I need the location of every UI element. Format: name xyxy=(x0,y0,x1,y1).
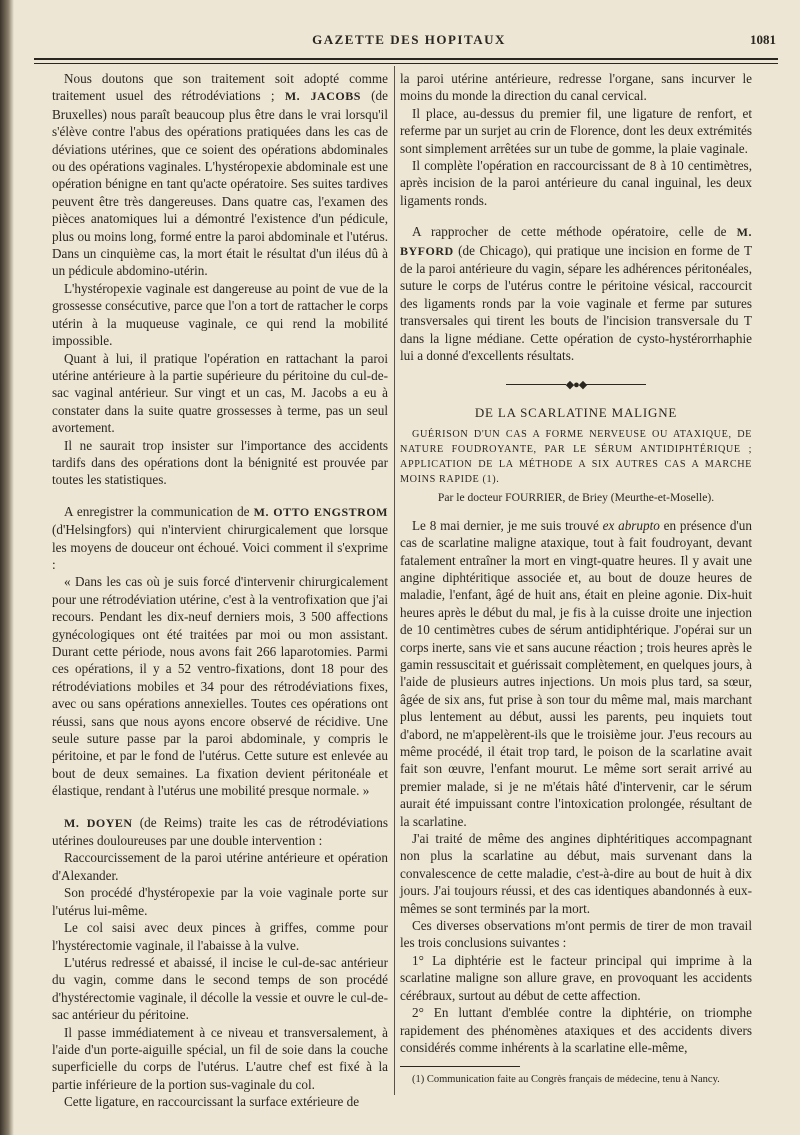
paragraph: L'utérus redressé et abaissé, il incise le cul-de-sac antérieur du vagin, comme dans le second temps de son procédé d'hystérectomie vaginale, il décolle la vessie et ouvre le cul-de-sac antérieur du péritoine. xyxy=(52,954,388,1023)
footnote: (1) Communication faite au Congrès français de médecine, tenu à Nancy. xyxy=(412,1074,720,1086)
article-title: DE LA SCARLATINE MALIGNE xyxy=(474,404,678,420)
paragraph: Il ne saurait trop insister sur l'importance des accidents tardifs dans des opérations dont la bénignité est prouvée par toutes les statistiques. xyxy=(52,437,388,488)
header-double-rule xyxy=(34,58,778,64)
paragraph: Il complète l'opération en raccourcissant de 8 à 10 centimètres, après incision de la paroi antérieure du canal inguinal, les deux ligaments ronds. xyxy=(400,158,752,208)
paragraph: Il passe immédiatement à ce niveau et transversalement, à l'aide d'un porte-aiguille spécial, un fil de soie dans la couche superficielle du corps de l'utérus. L'autre chef est fixé à la partie inférieure de la portion sus-vaginale du col. xyxy=(52,1024,388,1092)
paragraph: Quant à lui, il pratique l'opération en rattachant la paroi utérine antérieure à la partie supérieure du péritoine du cul-de-sac vaginal antérieur. Sur vingt et un cas, M. Jacobs a eu à constater dans la suite quatre grossesses à terme, pas un seul avortement. xyxy=(52,350,388,436)
page-binding-edge xyxy=(0,0,14,1135)
author-name: M. JACOBS xyxy=(284,89,361,104)
paragraph: Le col saisi avec deux pinces à griffes, comme pour l'hystérectomie vaginale, il l'abaisse à la vulve. xyxy=(52,920,388,953)
paragraph: Il place, au-dessus du premier fil, une ligature de renfort, et referme par un surjet au crin de Florence, dont les deux extrémités sont simplement arrêtées sur un tube de gomme, la plaie vaginale. xyxy=(400,105,752,156)
paragraph: Ces diverses observations m'ont permis de tirer de mon travail les trois conclusions suivantes : xyxy=(400,918,752,951)
paragraph: Cette ligature, en raccourcissant la surface extérieure de xyxy=(64,1094,360,1110)
section-ornament: ◆●◆ xyxy=(400,377,752,394)
article-subtitle: GUÉRISON D'UN CAS A FORME NERVEUSE OU ATAXIQUE, DE NATURE FOUDROYANTE, PAR LE SÉRUM ANTIDIPHTÉRIQUE ; APPLICATION DE LA MÉTHODE A SIX AUTRES CAS A MARCHE MOINS RAPIDE (1). xyxy=(400,429,752,486)
latin-phrase: ex abrupto xyxy=(602,517,660,533)
paragraph: J'ai traité de même des angines diphtéritiques accompagnant non plus la scarlatine au début, mais survenant dans la convalescence de cette maladie, c'est-à-dire au bout de huit à dix jours. J'ai toujours réussi, et des cas identiques abandonnés à eux-mêmes se sont terminés par la mort. xyxy=(400,831,752,916)
paragraph: Raccourcissement de la paroi utérine antérieure et opération d'Alexander. xyxy=(52,850,388,883)
paragraph: A rapprocher de cette méthode opératoire, celle de M. BYFORD (de Chicago), qui pratique une incision en forme de T de la paroi antérieure du vagin, sépare les adhérences péritonéales, suture le corps de l'utérus contre le péritoine vésical, raccourcit des ligaments ronds par la voie vaginale et ferme par sutures transversales qui tirent les bouts de l'incision transversale du T dans la ligne médiane. Cette opération de cysto-hystérorrhaphie lui a donné d'excellents résultats. xyxy=(400,224,752,364)
page-number: 1081 xyxy=(750,32,776,47)
paragraph: A enregistrer la communication de M. OTTO ENGSTROM (d'Helsingfors) qui n'intervient chirurgicalement que lorsque les moyens de douceur ont échoué. Voici comment il s'exprime : xyxy=(52,503,388,572)
paragraph: L'hystéropexie vaginale est dangereuse au point de vue de la grossesse consécutive, parce que l'on a tort de rattacher le corps utérin à la muqueuse vaginale, ce qui rend la mobilité impossible. xyxy=(52,280,388,349)
paragraph: 2° En luttant d'emblée contre la diphtérie, on triomphe rapidement des phénomènes ataxiques et des accidents divers considérés comme inhérents à la scarlatine elle-même, xyxy=(400,1005,752,1055)
column-divider xyxy=(394,66,395,1095)
left-column xyxy=(52,70,388,1111)
article-byline: Par le docteur FOURRIER, de Briey (Meurthe-et-Moselle). xyxy=(437,491,715,505)
author-name: M. DOYEN xyxy=(64,815,133,830)
paragraph: Nous doutons que son traitement soit adopté comme traitement usuel des rétrodéviations ; M. JACOBS (de Bruxelles) nous paraît beaucoup plus être dans le vrai lorsqu'il s'élève contre l'abus des opérations pratiquées dans les cas de déviations utérines, que ce soient des opérations abdominales ou des opérations vaginales. L'hystéropexie abdominale est une opération bénigne en tant qu'acte opératoire. Ses suites tardives peuvent être très dangereuses. Dans quatre cas, l'examen des pièces anatomiques lui a démontré l'existence d'un pédicule, plus ou moins long, formé entre la paroi abdominale et l'utérus. Dans un cinquième cas, la mort était le résultat d'un iléus dû à un pédicule abdomino-utérin. xyxy=(52,71,388,279)
footnote-rule xyxy=(400,1066,520,1067)
paragraph: 1° La diphtérie est le facteur principal qui imprime à la scarlatine maligne son allure grave, en provoquant les accidents cérébraux, surtout au début de cette affection. xyxy=(400,952,752,1003)
paragraph: Le 8 mai dernier, je me suis trouvé ex abrupto en présence d'un cas de scarlatine maligne ataxique, tout à fait foudroyant, devant fatalement entraîner la mort en vingt-quatre heures. Il y avait une angine diphtéritique associée et, au bout de douze heures de maladie, l'enfant, âgé de huit ans, était en pleine agonie. Dix-huit heures après le début du mal, je fis à la cuisse droite une injection de 10 centimètres cubes de sérum antidiphtérique. J'opérai sur un corps inerte, sans vie et sans aucune réaction ; trois heures après le gamin ressuscitait et guérissait complètement, en quelques jours, à l'aide de plusieurs autres injections. Un mois plus tard, sa sœur, âgée de six ans, fut prise à son tour du même mal, mais marchant plus lentement au début, aussi les parents, peu inquiets tout d'abord, ne m'appelèrent-ils que le troisième jour. J'eus recours au même procédé, il était trop tard, le poison de la scarlatine avait fait son œuvre, l'enfant mourut. Le même sort serait arrivé au premier malade, si je ne m'étais hâté d'intervenir, car le sérum aurait été impuissant contre l'intoxication prolongée, résultant de la scarlatine. xyxy=(400,517,752,829)
paragraph: Son procédé d'hystéropexie par la voie vaginale porte sur l'utérus lui-même. xyxy=(52,885,388,918)
right-column xyxy=(400,70,752,1087)
running-title: GAZETTE DES HOPITAUX xyxy=(312,32,506,47)
paragraph: la paroi utérine antérieure, redresse l'organe, sans incurver le moins du monde la direction du canal cervical. xyxy=(400,71,752,104)
author-name: M. OTTO ENGSTROM xyxy=(253,504,388,519)
page-header xyxy=(40,32,778,58)
author-name: M. BYFORD xyxy=(400,225,752,258)
quotation-paragraph: « Dans les cas où je suis forcé d'intervenir chirurgicalement pour une rétrodéviation utérine, c'est à la ventrofixation que j'ai recours. Pendant les dix-neuf derniers mois, 3 500 affections gynécologiques ont été traitées par moi ou mon assistant. Durant cette période, nous avons fait 266 laparotomies. Parmi ces opérations, il y a 52 ventro-fixations, dont 18 pour des rétrodéviations mobiles et 34 pour des rétrodéviations fixes, avec ou sans opérations annexielles. Toutes ces opérations ont réussi, sans que nous ayons encore observé de récidive. Une seule suture passe par la paroi abdominale, y compris le péritoine, et par le fond de l'utérus. Cette suture est enlevée au bout de deux semaines. La fixation devient péritonéale et élastique, rendant à l'utérus une mobilité presque normale. » xyxy=(52,574,388,799)
paragraph: M. DOYEN (de Reims) traite les cas de rétrodéviations utérines douloureuses par une double intervention : xyxy=(52,814,388,849)
